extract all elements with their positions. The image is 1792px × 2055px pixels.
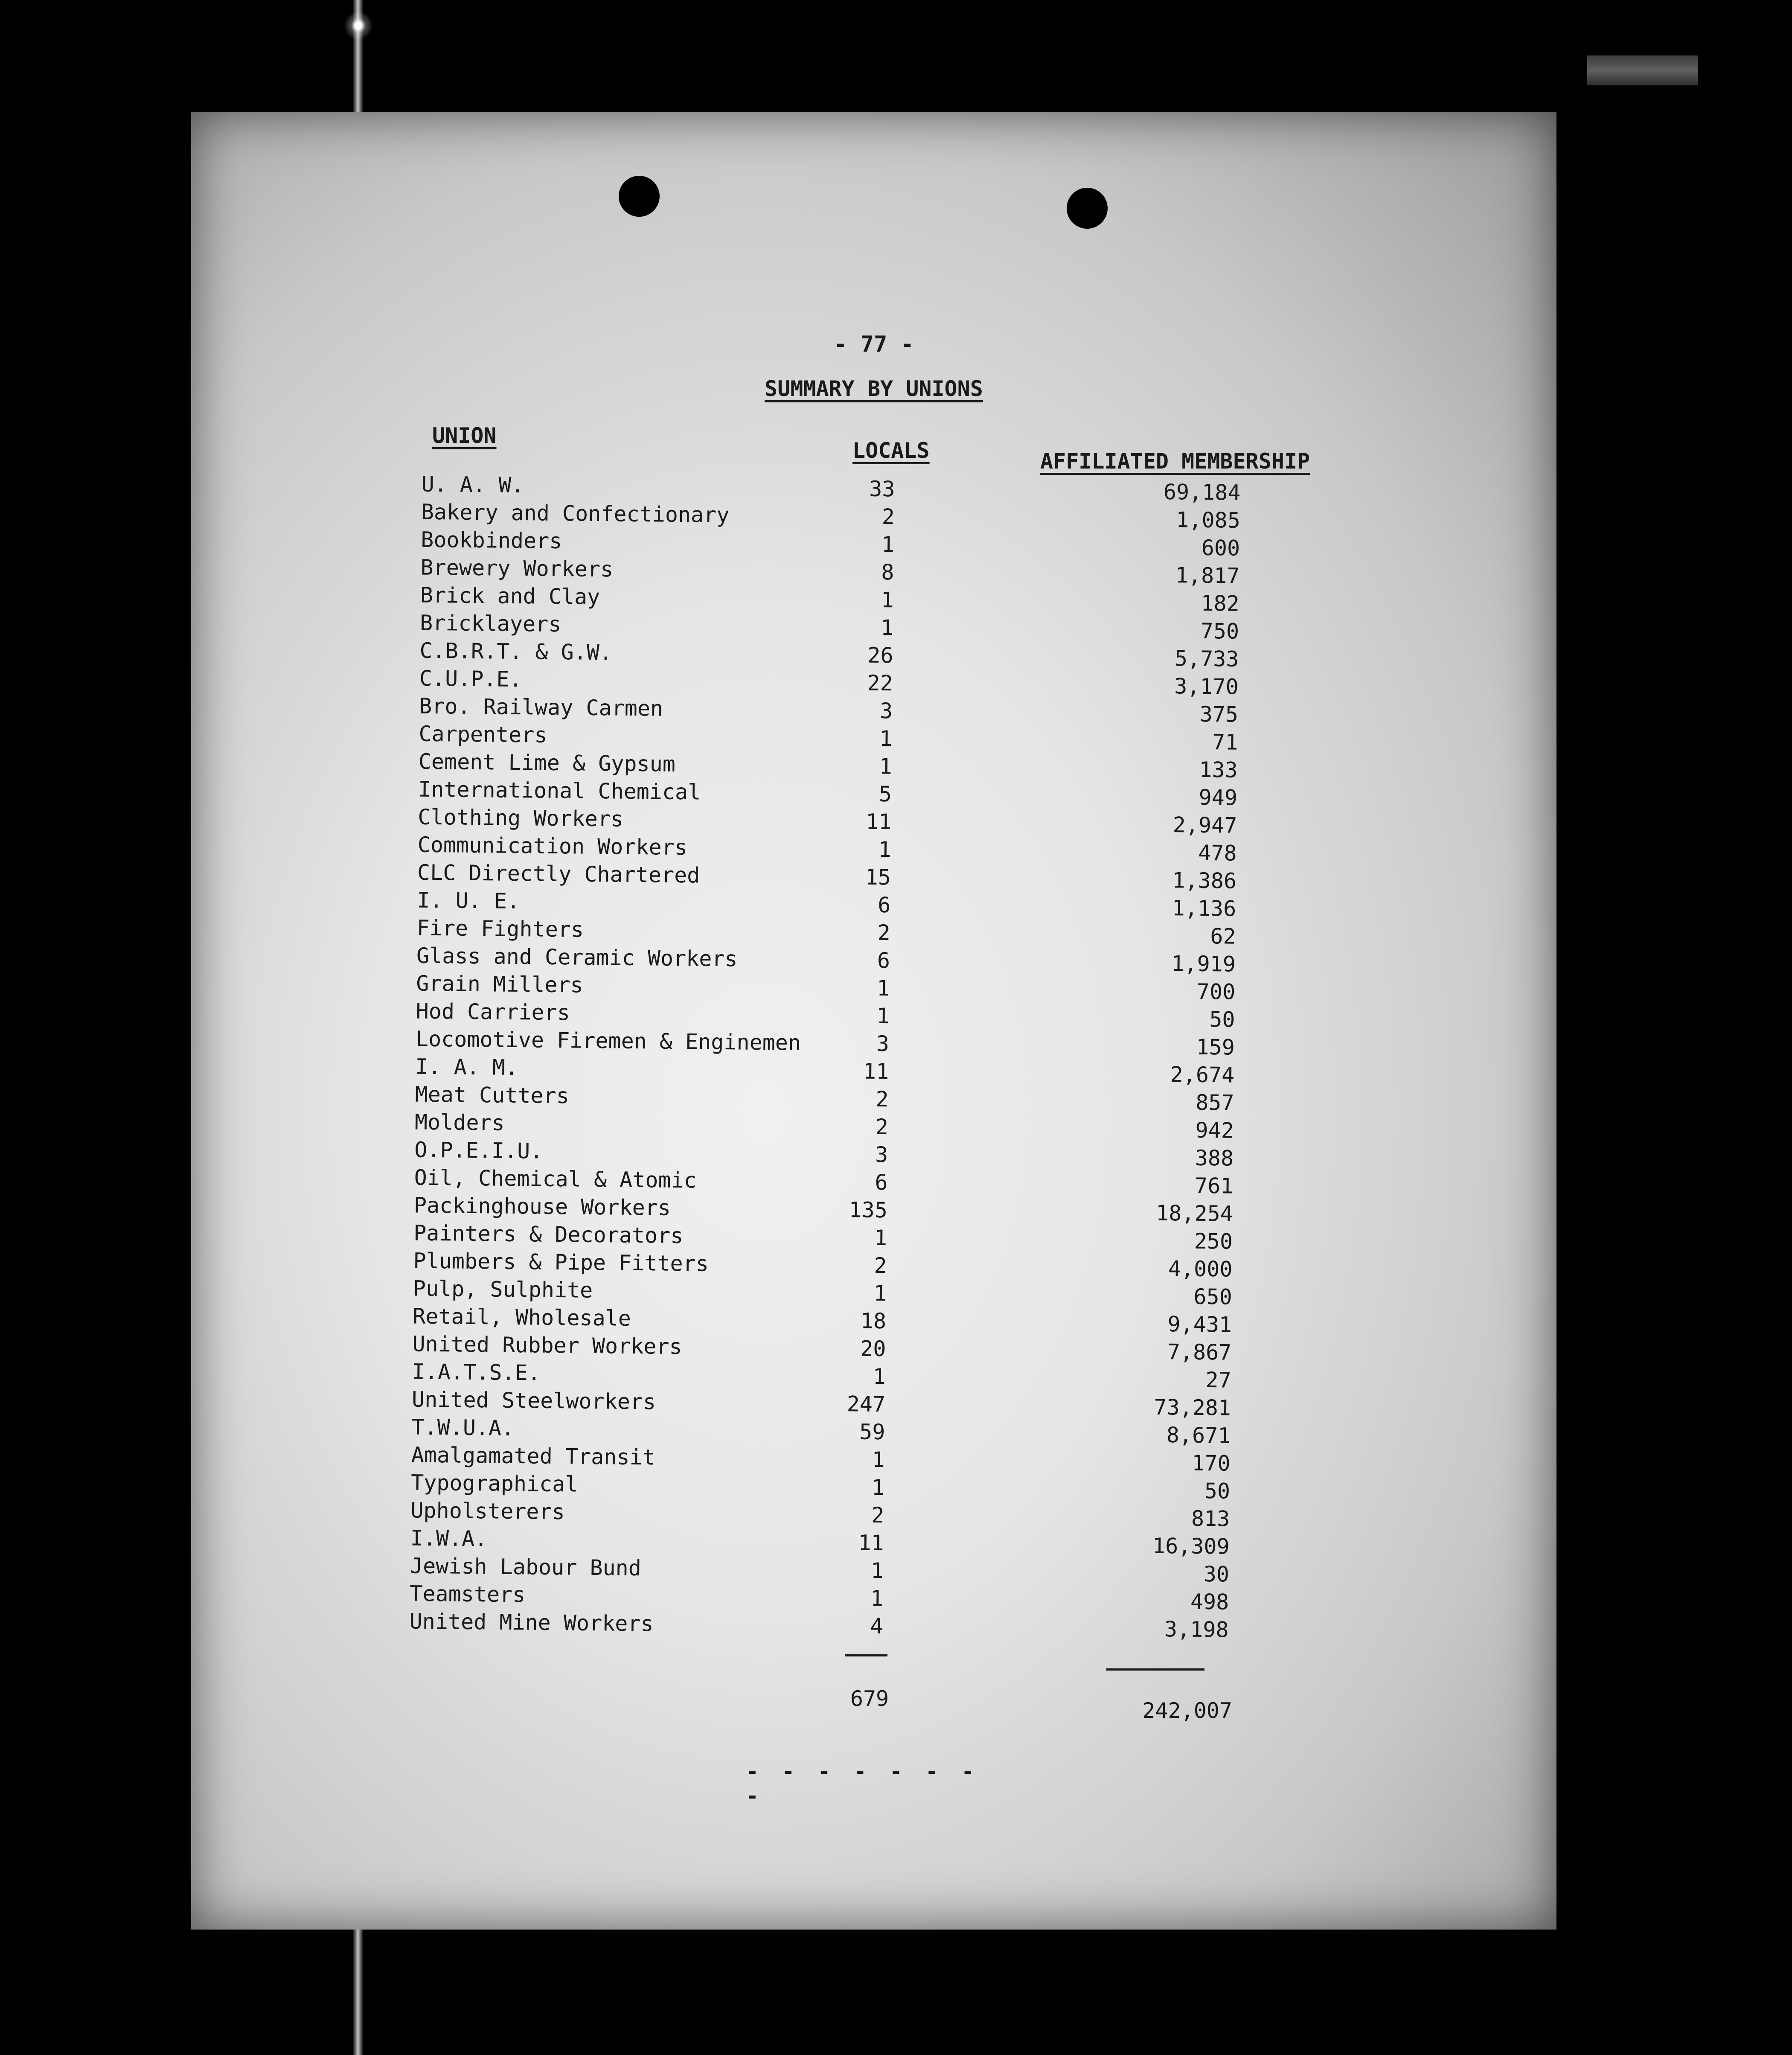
union-name: C.U.P.E. [419, 666, 522, 692]
affiliated-membership: 30 [1203, 1561, 1230, 1587]
locals-count: 2 [871, 1502, 884, 1528]
affiliated-membership: 1,386 [1172, 868, 1237, 894]
locals-count: 20 [860, 1336, 886, 1362]
union-name: I. A. M. [415, 1054, 518, 1080]
affiliated-membership: 600 [1201, 535, 1240, 561]
locals-count: 3 [879, 698, 893, 724]
union-name: Carpenters [419, 721, 547, 748]
affiliated-membership: 170 [1192, 1450, 1231, 1476]
union-name: Retail, Wholesale [412, 1304, 631, 1331]
locals-count: 1 [876, 975, 890, 1001]
union-name: Upholsterers [410, 1498, 565, 1525]
locals-count: 1 [878, 837, 892, 862]
affiliated-membership: 9,431 [1167, 1312, 1232, 1337]
column-header-affiliated-membership: AFFILIATED MEMBERSHIP [1040, 449, 1310, 474]
union-name: T.W.U.A. [411, 1415, 515, 1441]
locals-count: 18 [860, 1308, 887, 1334]
union-name: United Steelworkers [411, 1387, 656, 1415]
union-table [179, 468, 1556, 1647]
union-name: Plumbers & Pipe Fitters [413, 1248, 709, 1276]
affiliated-membership: 8,671 [1166, 1423, 1231, 1448]
document-page [191, 112, 1556, 1930]
scan-smudge [1587, 55, 1698, 85]
affiliated-membership: 73,281 [1154, 1394, 1231, 1420]
union-name: Pulp, Sulphite [413, 1276, 593, 1303]
locals-count: 1 [879, 754, 893, 779]
locals-count: 1 [881, 587, 894, 613]
union-name: Typographical [410, 1470, 578, 1497]
locals-count: 8 [881, 559, 894, 585]
union-name: Painters & Decorators [413, 1220, 684, 1249]
affiliated-membership: 182 [1201, 591, 1240, 616]
union-name: O.P.E.I.U. [414, 1137, 543, 1164]
union-name: Packinghouse Workers [413, 1193, 671, 1220]
locals-count: 11 [865, 809, 892, 835]
membership-total: 242,007 [1142, 1698, 1232, 1723]
union-name: Bro. Railway Carmen [419, 693, 663, 721]
column-header-locals: LOCALS [852, 438, 930, 463]
locals-count: 22 [867, 670, 893, 696]
locals-count: 1 [876, 1003, 890, 1029]
page-number: - 77 - [834, 332, 914, 357]
locals-count: 135 [849, 1197, 888, 1223]
locals-count: 1 [873, 1364, 886, 1389]
affiliated-membership: 949 [1199, 785, 1238, 810]
union-name: Brick and Clay [420, 582, 600, 610]
affiliated-membership: 1,136 [1172, 896, 1236, 921]
locals-count: 33 [869, 476, 895, 502]
union-name: CLC Directly Chartered [417, 860, 700, 888]
union-name: Cement Lime & Gypsum [418, 749, 676, 777]
affiliated-membership: 50 [1204, 1479, 1231, 1504]
union-name: Bakery and Confectionary [421, 499, 730, 528]
locals-count: 6 [877, 892, 891, 918]
locals-count: 59 [859, 1419, 885, 1445]
union-name: Glass and Ceramic Workers [416, 943, 738, 972]
locals-count: 6 [877, 948, 890, 973]
locals-count: 15 [865, 864, 891, 890]
locals-count: 2 [876, 1086, 889, 1112]
affiliated-membership: 69,184 [1163, 479, 1241, 505]
union-name: United Mine Workers [409, 1609, 654, 1636]
document-title: SUMMARY BY UNIONS [765, 376, 983, 401]
locals-count: 1 [881, 532, 895, 557]
affiliated-membership: 71 [1212, 730, 1238, 755]
affiliated-membership: 813 [1191, 1506, 1230, 1531]
affiliated-membership: 700 [1196, 979, 1236, 1004]
affiliated-membership: 375 [1199, 701, 1239, 727]
locals-count: 5 [879, 781, 892, 807]
union-name: U. A. W. [421, 472, 524, 498]
locals-count: 1 [872, 1447, 885, 1473]
union-name: I.A.T.S.E. [412, 1359, 541, 1386]
locals-count: 4 [870, 1613, 883, 1639]
punch-hole-left [619, 176, 660, 217]
affiliated-membership: 478 [1198, 840, 1237, 866]
locals-count: 3 [875, 1142, 888, 1167]
locals-count: 2 [874, 1253, 887, 1278]
union-name: United Rubber Workers [412, 1331, 682, 1359]
union-name: Locomotive Firemen & Enginemen [415, 1026, 801, 1056]
union-name: Jewish Labour Bund [410, 1553, 642, 1581]
union-name: Bookbinders [420, 527, 562, 554]
union-name: Grain Millers [416, 971, 584, 998]
locals-count: 26 [867, 643, 893, 668]
affiliated-membership: 159 [1196, 1034, 1235, 1060]
affiliated-membership: 2,947 [1172, 812, 1237, 838]
affiliated-membership: 18,254 [1155, 1200, 1233, 1226]
locals-count: 2 [875, 1114, 889, 1140]
union-name: Teamsters [410, 1581, 526, 1607]
affiliated-membership: 250 [1194, 1228, 1233, 1254]
union-name: Oil, Chemical & Atomic [414, 1165, 697, 1193]
affiliated-membership: 50 [1209, 1007, 1235, 1032]
affiliated-membership: 3,198 [1164, 1617, 1229, 1642]
union-name: Amalgamated Transit [411, 1442, 656, 1470]
union-name: Molders [414, 1109, 505, 1135]
film-light-flare [341, 9, 375, 43]
union-name: I.W.A. [410, 1525, 488, 1551]
affiliated-membership: 750 [1200, 618, 1239, 644]
locals-count: 3 [876, 1031, 890, 1057]
affiliated-membership: 498 [1190, 1589, 1229, 1615]
affiliated-membership: 3,170 [1174, 674, 1239, 699]
locals-count: 1 [873, 1281, 887, 1306]
union-name: Fire Fighters [416, 915, 584, 942]
punch-hole-right [1067, 188, 1108, 229]
locals-count: 2 [881, 504, 895, 530]
union-name: Brewery Workers [420, 555, 614, 582]
locals-count: 1 [874, 1225, 887, 1251]
affiliated-membership: 133 [1199, 757, 1238, 783]
locals-count: 1 [870, 1558, 884, 1583]
affiliated-membership: 2,674 [1170, 1062, 1235, 1088]
union-name: Communication Workers [417, 832, 688, 860]
locals-count: 6 [875, 1170, 888, 1195]
locals-count: 1 [870, 1586, 884, 1611]
locals-count: 1 [871, 1475, 885, 1500]
locals-total-rule [845, 1654, 887, 1656]
affiliated-membership: 1,085 [1176, 507, 1241, 533]
locals-count: 1 [879, 726, 893, 751]
affiliated-membership: 4,000 [1168, 1256, 1233, 1282]
affiliated-membership: 1,817 [1175, 563, 1240, 588]
affiliated-membership: 62 [1210, 924, 1236, 949]
affiliated-membership: 857 [1195, 1090, 1234, 1115]
union-name: Meat Cutters [415, 1082, 570, 1109]
affiliated-membership: 27 [1205, 1368, 1232, 1393]
locals-count: 11 [858, 1530, 884, 1556]
end-of-table-mark: - - - - - - - - [746, 1759, 980, 1808]
affiliated-membership: 5,733 [1174, 646, 1239, 672]
union-name: Hod Carriers [416, 998, 570, 1025]
union-name: C.B.R.T. & G.W. [419, 638, 613, 665]
union-name: Clothing Workers [418, 804, 624, 832]
locals-count: 2 [877, 920, 890, 946]
affiliated-membership: 761 [1194, 1173, 1233, 1199]
column-header-union: UNION [432, 423, 497, 448]
union-name: I. U. E. [417, 888, 520, 914]
locals-count: 1 [880, 615, 894, 640]
locals-count: 247 [847, 1391, 886, 1417]
union-name: Bricklayers [419, 610, 561, 637]
membership-total-rule [1106, 1668, 1204, 1671]
affiliated-membership: 650 [1193, 1284, 1233, 1310]
affiliated-membership: 16,309 [1152, 1533, 1230, 1559]
affiliated-membership: 388 [1195, 1145, 1234, 1171]
affiliated-membership: 942 [1195, 1118, 1234, 1143]
locals-count: 11 [863, 1059, 889, 1084]
affiliated-membership: 7,867 [1167, 1339, 1232, 1365]
locals-total: 679 [850, 1686, 889, 1711]
affiliated-membership: 1,919 [1171, 951, 1236, 977]
union-name: International Chemical [418, 777, 701, 805]
